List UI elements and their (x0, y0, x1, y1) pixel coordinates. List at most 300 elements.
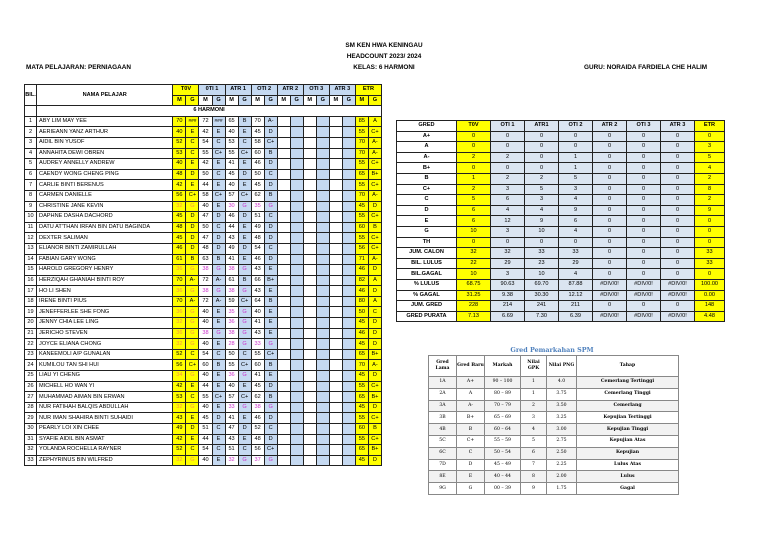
mark-cell (342, 445, 355, 456)
mark-cell: 57 (225, 190, 238, 201)
mark-cell (303, 349, 316, 360)
mark-cell: 50 (199, 169, 212, 180)
student-name: HERZIQAH GHANIAH BINTI ROY (37, 275, 173, 286)
grading-row (429, 377, 679, 389)
mark-cell: C+ (264, 349, 277, 360)
mark-cell: 38 (199, 265, 212, 276)
summary-cell: 69.70 (525, 279, 559, 290)
mark-cell (342, 201, 355, 212)
mark-cell (290, 254, 303, 265)
mark-cell (329, 455, 342, 466)
summary-cell: 0 (525, 163, 559, 174)
row-number: 16 (25, 275, 37, 286)
summary-cell: 0 (661, 131, 695, 142)
mark-cell: D (212, 243, 225, 254)
student-row (25, 275, 382, 286)
mark-cell: A- (212, 275, 225, 286)
mark-cell (316, 296, 329, 307)
summary-cell: 10 (525, 269, 559, 280)
mark-cell: B (368, 222, 381, 233)
mark-cell: C (186, 137, 199, 148)
mark-cell: 40 (251, 307, 264, 318)
row-number: 27 (25, 392, 37, 403)
mark-cell: C+ (264, 137, 277, 148)
grading-header-row (429, 356, 679, 377)
mark-cell: E (264, 286, 277, 297)
mark-cell: 38 (225, 265, 238, 276)
student-name: NUR FATIHAH BALQIS ABDULLAH (37, 402, 173, 413)
mark-cell: E (238, 381, 251, 392)
mark-cell (277, 307, 290, 318)
mark-cell (290, 180, 303, 191)
mark-cell: 46 (355, 328, 368, 339)
mark-cell: 56 (173, 360, 186, 371)
mark-cell (342, 349, 355, 360)
grading-cell: 2A (429, 388, 457, 400)
mark-cell (329, 127, 342, 138)
summary-cell: C (397, 195, 457, 206)
mark-cell (277, 265, 290, 276)
mark-cell (290, 349, 303, 360)
summary-cell: 5 (457, 195, 491, 206)
mark-cell: D (186, 222, 199, 233)
mark-cell: E (238, 233, 251, 244)
mark-cell: 35 (251, 201, 264, 212)
mark-cell: G (238, 286, 251, 297)
summary-cell: 33 (695, 258, 725, 269)
mark-cell: 45 (355, 339, 368, 350)
mark-cell (290, 233, 303, 244)
mark-cell (329, 445, 342, 456)
student-name: ABY LIM MAY YEE (37, 116, 173, 127)
mark-cell: D (212, 212, 225, 223)
row-number: 9 (25, 201, 37, 212)
mark-cell (329, 148, 342, 159)
row-number: 18 (25, 296, 37, 307)
mark-cell: C+ (368, 413, 381, 424)
mark-cell (342, 402, 355, 413)
sub-header: G (342, 95, 355, 106)
mark-cell: 48 (173, 169, 186, 180)
mark-cell (316, 402, 329, 413)
mark-cell: 72 (199, 275, 212, 286)
summary-cell: 9 (525, 216, 559, 227)
mark-cell: G (238, 328, 251, 339)
mark-cell: B (186, 254, 199, 265)
mark-cell: D (368, 318, 381, 329)
student-name: DAPHNE DASHA DACHORD (37, 212, 173, 223)
mark-cell (329, 413, 342, 424)
summary-cell: 214 (491, 301, 525, 312)
mark-cell (316, 339, 329, 350)
mark-cell (316, 243, 329, 254)
mark-cell: A- (368, 190, 381, 201)
mark-cell (303, 402, 316, 413)
student-name: CARLIE BINTI BERENUS (37, 180, 173, 191)
mark-cell (342, 286, 355, 297)
summary-cell: 211 (559, 301, 593, 312)
summary-cell: 4.48 (695, 311, 725, 322)
mark-cell (277, 148, 290, 159)
mark-cell: D (238, 243, 251, 254)
summary-cell: 90.63 (491, 279, 525, 290)
grading-header: Gred Baru (457, 356, 485, 377)
mark-cell: 43 (225, 434, 238, 445)
mark-cell: 40 (199, 371, 212, 382)
summary-cell: 2 (457, 184, 491, 195)
mark-cell: C+ (368, 434, 381, 445)
mark-cell: 47 (199, 212, 212, 223)
mark-cell: C (238, 445, 251, 456)
mark-cell: E (212, 201, 225, 212)
mark-cell (342, 381, 355, 392)
mark-cell: 36 (225, 318, 238, 329)
mark-cell (290, 116, 303, 127)
mark-cell: 60 (355, 222, 368, 233)
mark-cell: 58 (251, 137, 264, 148)
mark-cell: B (264, 360, 277, 371)
mark-cell (290, 286, 303, 297)
mark-cell: 52 (251, 424, 264, 435)
student-name: YOLANDA ROCHELLA RAYNER (37, 445, 173, 456)
row-number: 19 (25, 307, 37, 318)
mark-cell: B+ (368, 169, 381, 180)
mark-cell (316, 148, 329, 159)
student-name: KANEEMOLI A/P GUNALAN (37, 349, 173, 360)
mark-cell (290, 445, 303, 456)
grading-cell: B+ (457, 412, 485, 424)
row-number: 2 (25, 127, 37, 138)
summary-header: OTI 1 (491, 121, 525, 132)
mark-cell: 36 (173, 265, 186, 276)
mark-cell (342, 392, 355, 403)
summary-cell: 0 (491, 142, 525, 153)
mark-cell: 85 (355, 116, 368, 127)
mark-cell: E (264, 307, 277, 318)
mark-cell (277, 212, 290, 223)
grading-cell: 1 (521, 377, 547, 389)
mark-cell: 46 (225, 212, 238, 223)
summary-cell: 31.25 (457, 290, 491, 301)
student-row (25, 318, 382, 329)
mark-cell (290, 434, 303, 445)
mark-cell: 53 (173, 392, 186, 403)
mark-cell: B (238, 275, 251, 286)
student-name: JOYCE ELIANA CHONG (37, 339, 173, 350)
summary-cell: 0 (627, 142, 661, 153)
mark-cell: 51 (251, 212, 264, 223)
grading-cell: Cemerlang Tertinggi (577, 377, 679, 389)
grading-cell: 9G (429, 483, 457, 495)
mark-cell: B (264, 392, 277, 403)
mark-cell: 70 (355, 148, 368, 159)
mark-cell: C (264, 212, 277, 223)
mark-cell: 33 (225, 402, 238, 413)
mark-cell: G (264, 201, 277, 212)
grading-cell: 7 (521, 459, 547, 471)
mark-cell: 41 (251, 318, 264, 329)
mark-cell: A- (264, 116, 277, 127)
summary-cell: 0 (457, 142, 491, 153)
student-name: HAROLD GREGORY HENRY (37, 265, 173, 276)
grading-cell: 4B (429, 424, 457, 436)
mark-cell: D (368, 201, 381, 212)
summary-header: OTI 3 (627, 121, 661, 132)
mark-cell: B (238, 116, 251, 127)
grading-cell: 2.25 (547, 459, 577, 471)
mark-cell: E (264, 328, 277, 339)
row-number: 12 (25, 233, 37, 244)
row-number: 15 (25, 265, 37, 276)
mark-cell: 48 (199, 243, 212, 254)
mark-cell (329, 381, 342, 392)
student-row (25, 190, 382, 201)
mark-cell: G (186, 318, 199, 329)
student-name: DEXTER SALIMAN (37, 233, 173, 244)
grading-cell: 70 – 79 (485, 400, 521, 412)
mark-cell (342, 148, 355, 159)
exam-header: ATR 1 (225, 85, 251, 96)
mark-cell: C (186, 392, 199, 403)
mark-cell: 55 (355, 180, 368, 191)
header-row (25, 85, 382, 96)
student-row (25, 328, 382, 339)
grading-cell: 2 (521, 400, 547, 412)
mark-cell (290, 296, 303, 307)
mark-cell: 65 (355, 349, 368, 360)
summary-cell: % LULUS (397, 279, 457, 290)
mark-cell: A- (368, 148, 381, 159)
mark-cell: 41 (225, 413, 238, 424)
summary-cell: #DIV/0! (627, 279, 661, 290)
row-number: 10 (25, 212, 37, 223)
mark-cell (277, 381, 290, 392)
row-number: 1 (25, 116, 37, 127)
mark-cell (303, 275, 316, 286)
mark-cell (316, 201, 329, 212)
student-row (25, 180, 382, 191)
mark-cell: 38 (225, 286, 238, 297)
summary-cell: 6 (491, 195, 525, 206)
mark-cell: 36 (173, 286, 186, 297)
mark-cell: A- (186, 296, 199, 307)
summary-cell: 6.69 (491, 311, 525, 322)
summary-cell: 0.00 (695, 290, 725, 301)
summary-cell: 8 (695, 184, 725, 195)
mark-cell (290, 275, 303, 286)
mark-cell: 38 (199, 286, 212, 297)
row-number: 3 (25, 137, 37, 148)
summary-cell: 3 (525, 195, 559, 206)
mark-cell (290, 318, 303, 329)
mark-cell (290, 339, 303, 350)
mark-cell: 61 (173, 254, 186, 265)
mark-cell: C (212, 169, 225, 180)
mark-cell: C (212, 222, 225, 233)
mark-cell: 32 (173, 339, 186, 350)
summary-cell: 9 (695, 205, 725, 216)
summary-cell: 2 (491, 173, 525, 184)
summary-row (397, 195, 725, 206)
mark-cell: C (186, 445, 199, 456)
mark-cell: G (238, 307, 251, 318)
mark-cell: 45 (173, 233, 186, 244)
mark-cell: C (186, 148, 199, 159)
mark-cell (342, 212, 355, 223)
mark-cell: 49 (251, 222, 264, 233)
mark-cell: D (264, 180, 277, 191)
mark-cell: C (212, 424, 225, 435)
mark-cell: 40 (199, 201, 212, 212)
mark-cell: C+ (368, 212, 381, 223)
grading-cell: A- (457, 400, 485, 412)
mark-cell (303, 212, 316, 223)
summary-cell: #DIV/0! (593, 279, 627, 290)
mark-cell: 50 (355, 307, 368, 318)
mark-cell: 40 (199, 402, 212, 413)
mark-cell (329, 159, 342, 170)
student-row (25, 159, 382, 170)
mark-cell (329, 360, 342, 371)
summary-cell: 0 (661, 163, 695, 174)
mark-cell: 40 (199, 339, 212, 350)
mark-cell: 50 (225, 349, 238, 360)
sub-header: G (316, 95, 329, 106)
summary-cell: 0 (593, 152, 627, 163)
mark-cell: 45 (251, 180, 264, 191)
summary-cell: 0 (661, 237, 695, 248)
mark-cell: E (186, 180, 199, 191)
mark-cell: 32 (225, 455, 238, 466)
mark-cell (329, 424, 342, 435)
mark-cell: 33 (251, 339, 264, 350)
mark-cell (303, 424, 316, 435)
mark-cell: 70 (251, 116, 264, 127)
summary-row (397, 205, 725, 216)
grading-cell: 6 (521, 447, 547, 459)
mark-cell: G (238, 455, 251, 466)
mark-cell (329, 328, 342, 339)
mark-cell: E (186, 381, 199, 392)
grading-cell: 2.75 (547, 435, 577, 447)
mark-cell: 55 (355, 127, 368, 138)
mark-cell: C (238, 137, 251, 148)
summary-cell: 0 (627, 269, 661, 280)
student-row (25, 349, 382, 360)
mark-cell (303, 148, 316, 159)
mark-cell: E (212, 180, 225, 191)
mark-cell: 47 (199, 233, 212, 244)
mark-cell (316, 275, 329, 286)
mark-cell: 71 (355, 254, 368, 265)
summary-cell: #DIV/0! (627, 311, 661, 322)
mark-cell: 46 (251, 413, 264, 424)
mark-cell (277, 328, 290, 339)
mark-cell: 55 (355, 434, 368, 445)
mark-cell: C (264, 243, 277, 254)
student-row (25, 360, 382, 371)
grading-cell: 2.50 (547, 447, 577, 459)
mark-cell (316, 434, 329, 445)
mark-cell (290, 148, 303, 159)
mark-cell (303, 169, 316, 180)
mark-cell: 40 (173, 159, 186, 170)
mark-cell (277, 201, 290, 212)
summary-cell: 0 (559, 142, 593, 153)
student-row (25, 254, 382, 265)
mark-cell (290, 159, 303, 170)
row-number: 6 (25, 169, 37, 180)
grading-row (429, 459, 679, 471)
mark-cell: C+ (264, 445, 277, 456)
sub-header: G (186, 95, 199, 106)
mark-cell: 43 (173, 413, 186, 424)
row-number: 13 (25, 243, 37, 254)
mark-cell: 42 (199, 127, 212, 138)
mark-cell: G (264, 339, 277, 350)
student-name: MICHELL HO WAN YI (37, 381, 173, 392)
mark-cell (342, 127, 355, 138)
mark-cell: D (368, 286, 381, 297)
summary-cell: 3 (695, 142, 725, 153)
mark-cell (316, 455, 329, 466)
mark-cell: 54 (199, 349, 212, 360)
mark-cell: D (238, 169, 251, 180)
grading-cell: C (457, 447, 485, 459)
mark-cell: 56 (251, 445, 264, 456)
mark-cell: G (186, 371, 199, 382)
mark-cell: 32 (173, 318, 186, 329)
student-row (25, 222, 382, 233)
summary-row (397, 311, 725, 322)
mark-cell: 36 (225, 371, 238, 382)
mark-cell: 34 (173, 371, 186, 382)
mark-cell: 49 (173, 424, 186, 435)
mark-cell (290, 360, 303, 371)
summary-row (397, 269, 725, 280)
row-number: 26 (25, 381, 37, 392)
mark-cell (316, 349, 329, 360)
summary-cell: 5 (559, 173, 593, 184)
mark-cell (329, 434, 342, 445)
mark-cell (329, 212, 342, 223)
mark-cell: 50 (251, 169, 264, 180)
mark-cell: E (264, 318, 277, 329)
summary-cell: 0 (661, 258, 695, 269)
mark-cell (329, 190, 342, 201)
mark-cell: 53 (225, 137, 238, 148)
summary-cell: 241 (525, 301, 559, 312)
student-name: CARMEN DANIELLE (37, 190, 173, 201)
mark-cell (303, 265, 316, 276)
summary-cell: 30.30 (525, 290, 559, 301)
student-row (25, 265, 382, 276)
summary-cell: 22 (457, 258, 491, 269)
summary-cell: #DIV/0! (593, 311, 627, 322)
summary-cell: #DIV/0! (627, 290, 661, 301)
row-number: 17 (25, 286, 37, 297)
mark-cell: D (264, 127, 277, 138)
summary-cell: 0 (661, 142, 695, 153)
summary-cell: G (397, 226, 457, 237)
student-row (25, 424, 382, 435)
mark-cell: E (264, 371, 277, 382)
exam-header: T0V (173, 85, 199, 96)
summary-row (397, 173, 725, 184)
mark-cell: G (212, 265, 225, 276)
mark-cell (277, 349, 290, 360)
student-name: AIDIL BIN YUSOF (37, 137, 173, 148)
